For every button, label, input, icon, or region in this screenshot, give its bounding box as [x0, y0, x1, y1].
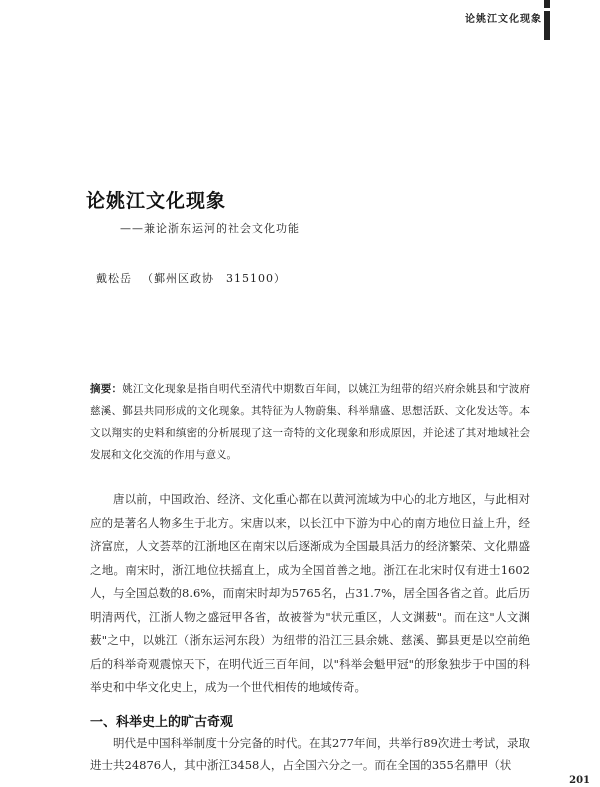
section-paragraph-1: 明代是中国科举制度十分完备的时代。在其277年间，共举行89次进士考试，录取进士共24876人，其中浙江3458人，占全国六分之一。而在全国的355名鼎甲（状 — [90, 736, 530, 772]
section-heading-1: 一、科举史上的旷古奇观 — [90, 715, 234, 730]
abstract-text: 姚江文化现象是指自明代至清代中期数百年间，以姚江为纽带的绍兴府余姚县和宁波府慈溪、鄞县共同形成的文化现象。其特征为人物蔚集、科举鼎盛、思想活跃、文化发达等。本文以翔实的史料和缜密的分析展现了这一奇特的文化现象和形成原因，并论述了其对地域社会发展和文化交流的作用与意义。 — [90, 383, 531, 461]
running-header: 论姚江文化现象 — [465, 14, 542, 25]
page-number: 201 — [569, 775, 590, 786]
corner-tab-notch — [542, 8, 552, 11]
author-line — [96, 270, 286, 286]
author-affiliation: （鄞州区政协 315100） — [142, 272, 286, 285]
abstract-label: 摘要： — [90, 383, 123, 395]
article-subtitle: ——兼论浙东运河的社会文化功能 — [120, 222, 300, 235]
corner-tab-decoration — [544, 0, 550, 40]
article-title: 论姚江文化现象 — [86, 190, 227, 212]
author-name: 戴松岳 — [96, 272, 132, 285]
body-paragraph-1: 唐以前，中国政治、经济、文化重心都在以黄河流域为中心的北方地区，与此相对应的是著名人物多生于北方。宋唐以来，以长江中下游为中心的南方地位日益上升，经济富庶，人文荟萃的江浙地区在南宋以后逐渐成为全国最具活力的经济繁荣、文化鼎盛之地。南宋时，浙江地位扶摇直上，成为全国首善之地。浙江在北宋时仅有进士1602人，与全国总数的8.6%，而南宋时却为5765名，占31.7%，居全国各省之首。此后历明清两代，江浙人物之盛冠甲各省，故被誉为"状元重区，人文渊薮"。而在这"人文渊薮"之中，以姚江（浙东运河东段）为纽带的沿江三县余姚、慈溪、鄞县更是以空前绝后的科举奇观震惊天下，在明代近三百年间，以"科举会魁甲冠"的形象独步于中国的科举史和中华文化史上，成为一个世代相传的地域传奇。 — [90, 492, 531, 694]
abstract — [90, 378, 530, 466]
